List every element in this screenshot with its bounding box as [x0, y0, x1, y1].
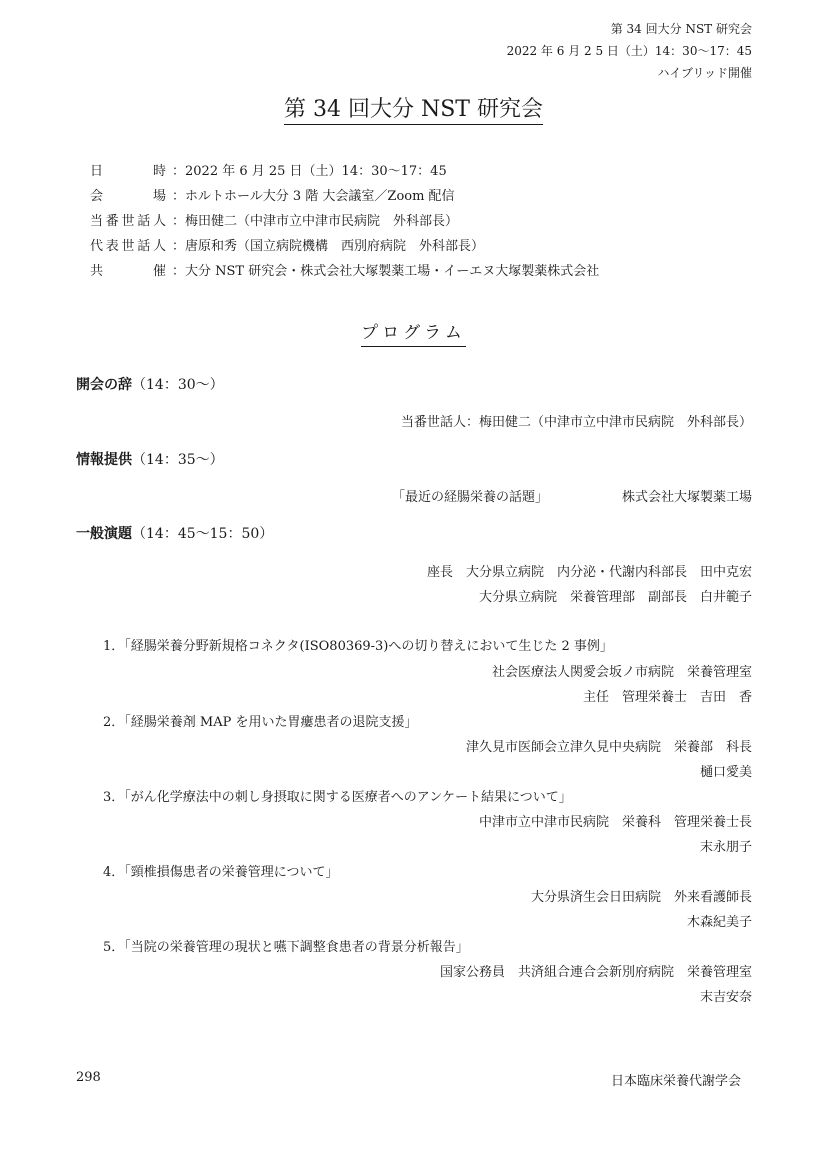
- header-date: 2022 年 6 月 2 5 日（土）14：30〜17：45: [506, 44, 752, 58]
- info-row-host: [90, 210, 458, 229]
- header-format: ハイブリッド開催: [657, 66, 752, 80]
- info-key: 共催: [90, 264, 166, 279]
- page-title: 第 34 回大分 NST 研究会: [0, 92, 827, 123]
- info-key: 会場: [90, 189, 166, 204]
- presentation-title: 4．「頸椎損傷患者の栄養管理について」: [103, 865, 339, 880]
- page-number: 298: [76, 1070, 101, 1085]
- header-meeting-name: 第 34 回大分 NST 研究会: [610, 22, 752, 36]
- chair-2: 大分県立病院 栄養管理部 副部長 白井範子: [478, 590, 752, 605]
- section-general: [76, 523, 273, 543]
- section-information: [76, 449, 224, 469]
- info-row-cosponsor: [90, 260, 599, 279]
- info-key: 代表世話人: [90, 239, 166, 254]
- presentation-affiliation: 国家公務員 共済組合連合会新別府病院 栄養管理室: [439, 965, 752, 980]
- section-heading: 情報提供: [76, 452, 132, 468]
- information-topic: 「最近の経腸栄養の話題」: [392, 490, 549, 505]
- section-time: （14：30〜）: [132, 377, 224, 393]
- presentation-number: 2．: [103, 715, 125, 730]
- section-heading: 開会の辞: [76, 377, 132, 393]
- presentation-presenter: 木森紀美子: [686, 915, 752, 930]
- info-row-datetime: [90, 160, 447, 179]
- info-value: ：大分 NST 研究会・株式会社大塚製薬工場・イーエヌ大塚製薬株式会社: [172, 264, 600, 279]
- section-heading: 一般演題: [76, 526, 132, 542]
- info-value: ：唐原和秀（国立病院機構 西別府病院 外科部長）: [172, 239, 485, 254]
- presentation-title: 2．「経腸栄養剤 MAP を用いた胃瘻患者の退院支援」: [103, 715, 418, 730]
- journal-name: 日本臨床栄養代謝学会: [610, 1074, 741, 1089]
- section-time: （14：45〜15：50）: [132, 526, 274, 542]
- info-value: ：梅田健二（中津市立中津市民病院 外科部長）: [172, 214, 459, 229]
- presentation-title: 5．「当院の栄養管理の現状と嚥下調整食患者の背景分析報告」: [103, 940, 469, 955]
- presentation-affiliation: 中津市立中津市民病院 栄養科 管理栄養士長: [478, 815, 752, 830]
- presentation-number: 3．: [103, 790, 125, 805]
- presentation-presenter: 末吉安奈: [699, 990, 752, 1005]
- information-company: 株式会社大塚製薬工場: [621, 490, 752, 505]
- presentation-affiliation: 津久見市医師会立津久見中央病院 栄養部 科長: [465, 740, 752, 755]
- presentation-presenter: 末永朋子: [699, 840, 752, 855]
- section-opening: [76, 374, 224, 394]
- info-row-venue: [90, 185, 455, 204]
- presentation-number: 5．: [103, 940, 125, 955]
- info-value: ：2022 年 6 月 25 日（土）14：30〜17：45: [172, 164, 447, 179]
- info-key: 日時: [90, 164, 166, 179]
- program-heading: プログラム: [0, 318, 827, 343]
- info-row-representative: [90, 235, 484, 254]
- info-value: ：ホルトホール大分 3 階 大会議室／Zoom 配信: [172, 189, 455, 204]
- presentation-affiliation: 社会医療法人関愛会坂ノ市病院 栄養管理室: [491, 665, 752, 680]
- chair-1: 座長 大分県立病院 内分泌・代謝内科部長 田中克宏: [426, 565, 752, 580]
- presentation-title: 1．「経腸栄養分野新規格コネクタ(ISO80369-3)への切り替えにおいて生じた 2 事例」: [103, 639, 613, 654]
- presentation-affiliation: 大分県済生会日田病院 外来看護師長: [530, 890, 752, 905]
- section-time: （14：35〜）: [132, 452, 224, 468]
- presentation-presenter: 樋口愛美: [699, 765, 752, 780]
- presentation-number: 4．: [103, 865, 125, 880]
- info-key: 当番世話人: [90, 214, 166, 229]
- opening-speaker: 当番世話人：梅田健二（中津市立中津市民病院 外科部長）: [400, 415, 752, 430]
- presentation-presenter: 主任 管理栄養士 吉田 香: [582, 690, 752, 705]
- presentation-title: 3．「がん化学療法中の刺し身摂取に関する医療者へのアンケート結果について」: [103, 790, 572, 805]
- presentation-number: 1．: [103, 639, 125, 654]
